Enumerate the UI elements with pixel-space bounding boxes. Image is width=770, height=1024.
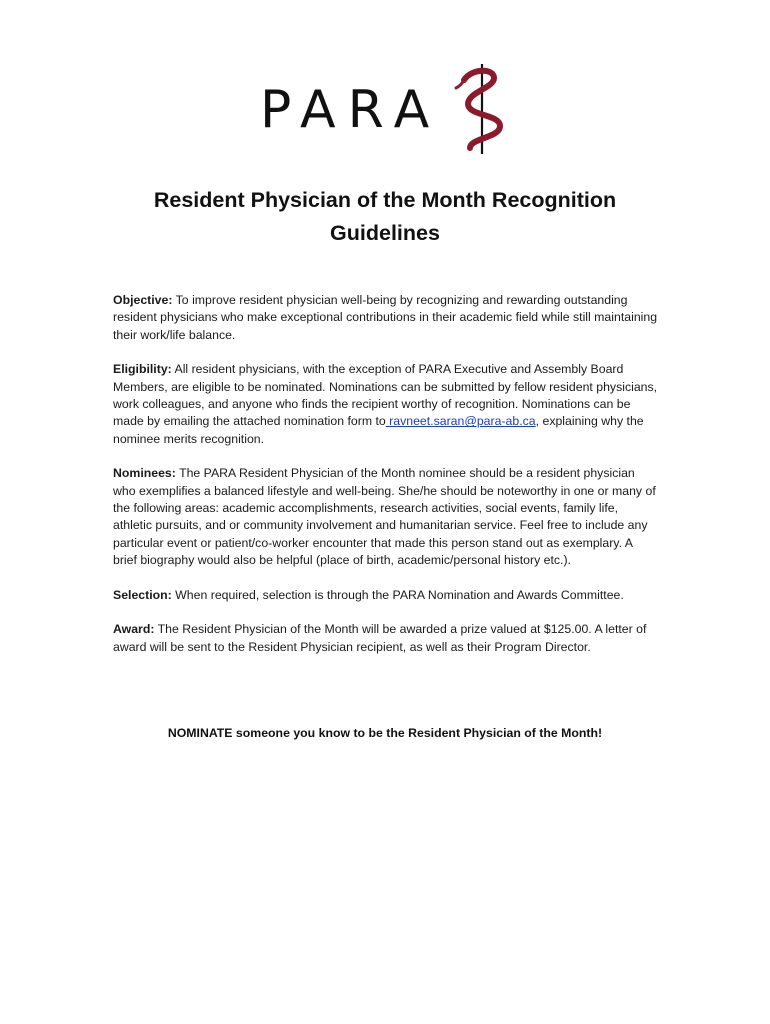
nominate-call-to-action: NOMINATE someone you know to be the Resident Physician of the Month!	[167, 726, 603, 740]
award-label: Award:	[113, 622, 155, 637]
caduceus-snake-staff-icon	[454, 62, 514, 158]
eligibility-label: Eligibility:	[113, 362, 172, 377]
eligibility-text-end: , explaining why the nominee merits recognition.	[113, 414, 644, 446]
nominees-label: Nominees:	[113, 466, 176, 481]
award-text: The Resident Physician of the Month will be awarded a prize valued at $125.00. A letter of award will be sent to the Resident Physician recipient, as well as their Program Director.	[113, 622, 647, 654]
para-logo	[258, 62, 518, 158]
nominees-paragraph	[113, 465, 658, 569]
eligibility-paragraph	[113, 361, 658, 448]
email-link[interactable]: ravneet.saran@para-ab.ca	[385, 414, 536, 429]
selection-paragraph	[113, 587, 658, 604]
award-paragraph	[113, 621, 658, 656]
objective-label: Objective:	[113, 293, 173, 307]
nominees-text: The PARA Resident Physician of the Month nominee should be a resident physician who exemplifies a balanced lifestyle and well-being. She/he should be noteworthy in one or many of the following areas: academic accomplishments, research activities, social events, family life, athletic pursuits, and or community involvement and humanitarian service. Feel free to include any particular event or patient/co-worker encounter that made this person stand out as exemplary. A brief biography would also be helpful (place of birth, academic/personal history etc.).	[113, 466, 656, 568]
title-line-1: Resident Physician of the Month Recognition	[153, 188, 617, 212]
document-title	[100, 184, 670, 250]
selection-text: When required, selection is through the PARA Nomination and Awards Committee.	[171, 587, 624, 602]
eligibility-text: All resident physicians, with the exception of PARA Executive and Assembly Board Members, are eligible to be nominated. Nominations can be submitted by fellow resident physicians, work colleagues, and anyone who finds the recipient worthy of recognition. Nominations can be made by emailing the attached nomination form to	[113, 362, 658, 429]
objective-paragraph	[113, 292, 658, 344]
objective-text: To improve resident physician well-being by recognizing and rewarding outstanding resident physicians who make exceptional contributions in their academic field while still maintaining their work/life balance.	[113, 293, 658, 342]
selection-label: Selection:	[113, 587, 172, 602]
guidelines-body	[113, 292, 658, 673]
logo-wordmark: PARA	[260, 80, 442, 140]
title-line-2: Guidelines	[330, 221, 440, 245]
